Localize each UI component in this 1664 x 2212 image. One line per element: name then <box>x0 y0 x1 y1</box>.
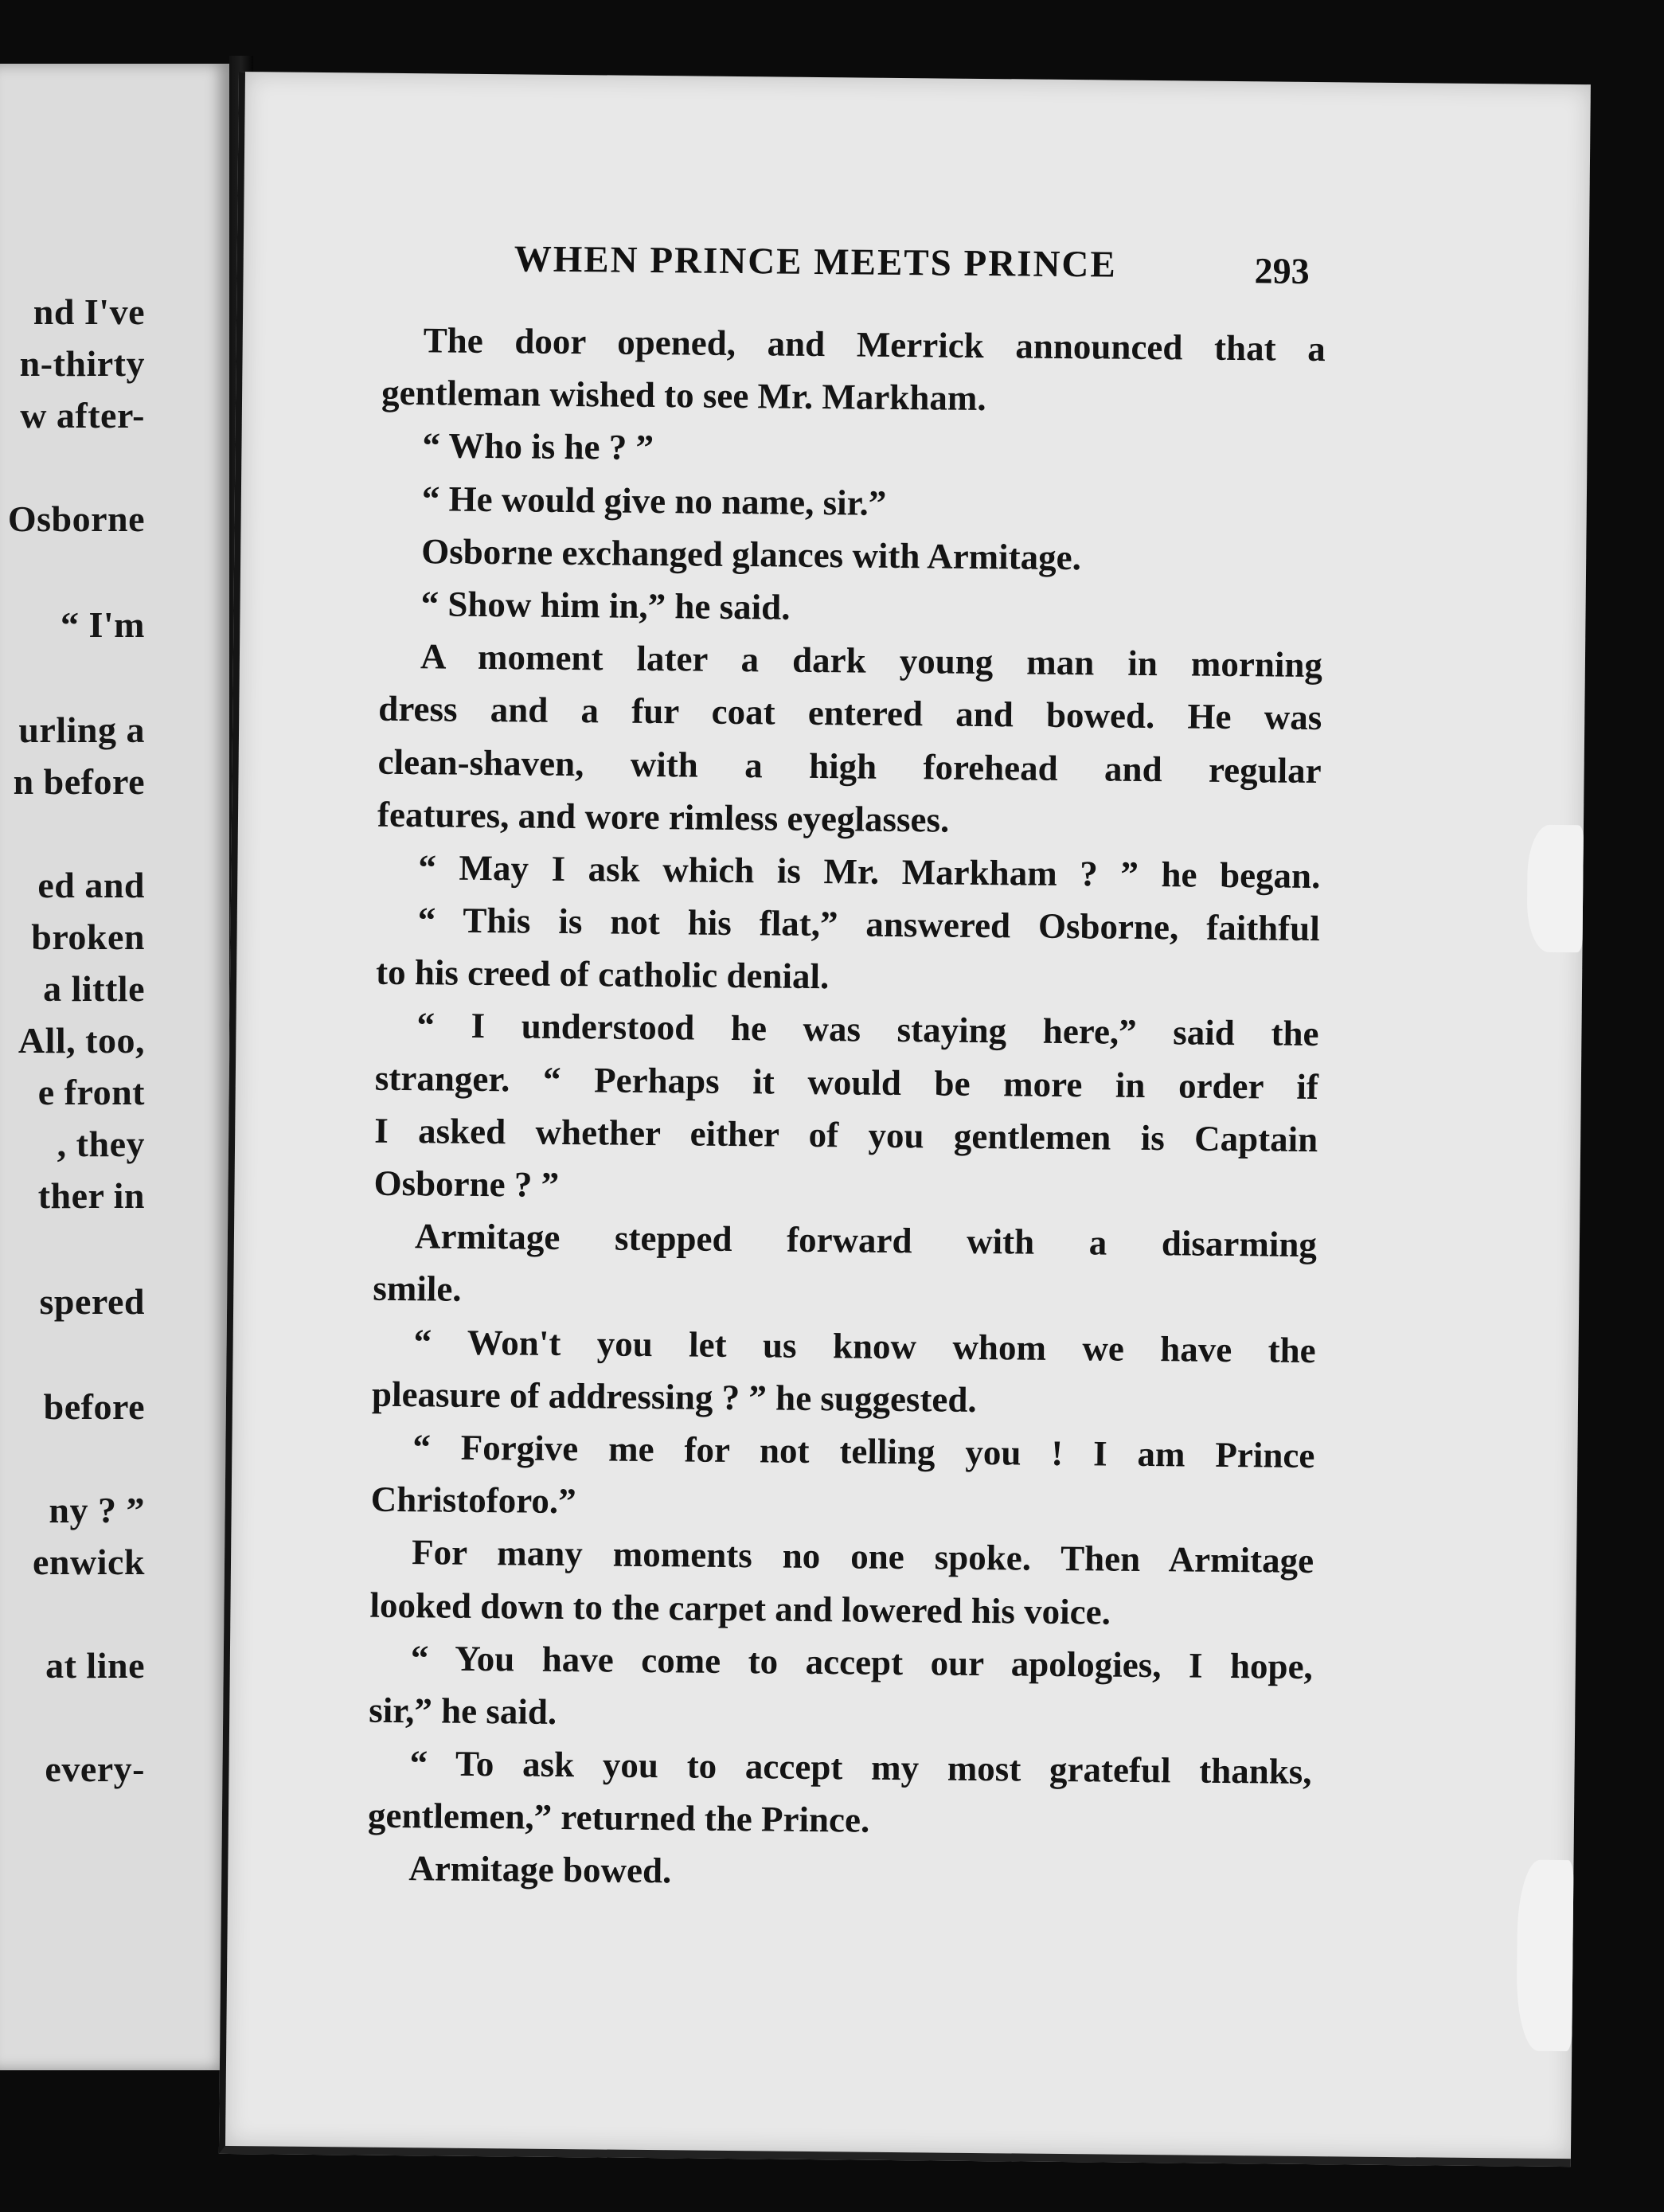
text-line: “ You have come to accept our apologies, I hope, <box>410 1637 1314 1686</box>
text-line: clean-shaven, with a high forehead and regular <box>377 741 1322 791</box>
text-line: gentleman wished to see Mr. Markham. <box>381 372 986 419</box>
text-line: pleasure of addressing ? ” he suggested. <box>371 1374 977 1420</box>
text-line: “ I understood he was staying here,” said the <box>416 1005 1319 1054</box>
left-page <box>0 64 231 2070</box>
text-line: to his creed of catholic denial. <box>375 952 830 997</box>
text-line: Christoforo.” <box>370 1479 576 1522</box>
text-line: dress and a fur coat entered and bowed. He was <box>378 689 1322 738</box>
left-page-fragment: a little <box>43 968 145 1009</box>
text-line: “ He would give no name, sir.” <box>421 478 887 523</box>
left-page-fragment: ny ? ” <box>49 1490 145 1530</box>
page-header <box>243 235 1589 303</box>
left-page-fragment: , they <box>57 1124 145 1164</box>
left-page-fragment: “ I'm <box>61 604 145 645</box>
text-line: For many moments no one spoke. Then Armitage <box>411 1532 1314 1581</box>
text-line: Osborne ? ” <box>373 1163 560 1205</box>
body-text <box>367 314 1326 1904</box>
text-line: “ This is not his flat,” answered Osborne, faithful <box>417 900 1320 949</box>
left-page-fragment: broken <box>31 916 145 957</box>
text-line: stranger. “ Perhaps it would be more in order if <box>374 1057 1319 1107</box>
text-line: gentlemen,” returned the Prince. <box>367 1795 870 1840</box>
left-page-fragment: ed and <box>37 865 145 905</box>
left-page-fragment: urling a <box>18 709 145 750</box>
page-edge-damage <box>1516 1860 1573 2052</box>
left-page-fragment: n before <box>13 761 145 802</box>
left-page-fragment: Osborne <box>7 498 145 539</box>
left-page-fragment: enwick <box>33 1542 145 1582</box>
text-line: smile. <box>373 1268 462 1310</box>
text-line: I asked whether either of you gentlemen is Captain <box>374 1110 1318 1159</box>
text-line: “ Forgive me for not telling you ! I am Prince <box>412 1427 1315 1475</box>
text-line: The door opened, and Merrick announced that a <box>423 320 1326 369</box>
text-line: Osborne exchanged glances with Armitage. <box>420 530 1082 577</box>
text-line: Armitage bowed. <box>408 1848 672 1891</box>
text-line: features, and wore rimless eyeglasses. <box>377 794 950 840</box>
text-line: “ Who is he ? ” <box>422 425 654 468</box>
text-line: “ Show him in,” he said. <box>420 584 791 627</box>
text-line: “ Won't you let us know whom we have the <box>413 1321 1316 1370</box>
text-line: sir,” he said. <box>369 1690 557 1732</box>
text-line: looked down to the carpet and lowered his voice. <box>369 1585 1111 1632</box>
left-page-fragment: e front <box>37 1072 145 1112</box>
left-page-fragment: w after- <box>20 395 145 436</box>
left-page-fragment: ther in <box>37 1175 145 1216</box>
text-line: “ May I ask which is Mr. Markham ? ” he began. <box>418 847 1321 896</box>
text-line: A moment later a dark young man in morning <box>420 636 1323 686</box>
left-page-fragment: spered <box>39 1281 145 1322</box>
right-page <box>219 72 1591 2167</box>
left-page-fragment: nd I've <box>33 291 145 332</box>
text-line: Armitage stepped forward with a disarming <box>414 1216 1318 1265</box>
left-page-fragment: All, too, <box>18 1020 145 1061</box>
left-page-fragment: at line <box>45 1645 145 1686</box>
running-head: WHEN PRINCE MEETS PRINCE <box>514 238 1117 286</box>
page-number: 293 <box>1254 250 1310 291</box>
left-page-fragment: n-thirty <box>19 343 145 384</box>
text-line: “ To ask you to accept my most grateful thanks, <box>409 1743 1312 1792</box>
left-page-fragment: every- <box>45 1749 145 1789</box>
left-page-fragment: before <box>43 1386 145 1427</box>
page-edge-notch <box>1526 825 1584 953</box>
